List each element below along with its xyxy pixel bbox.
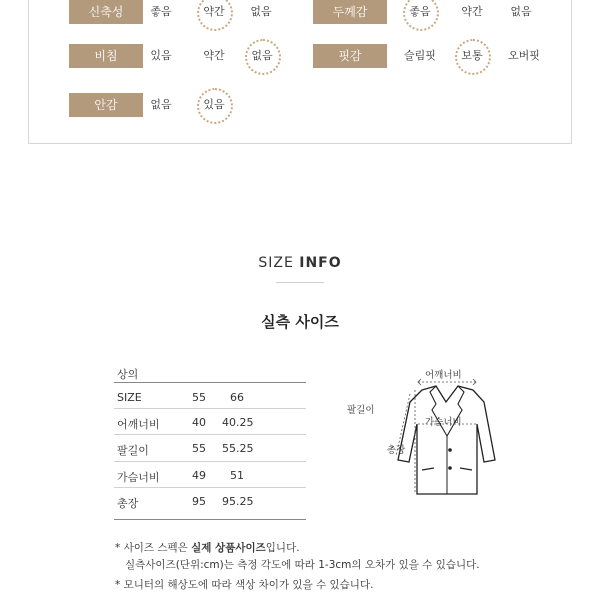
table-header-rule — [114, 408, 306, 409]
jacket-measurement-diagram — [347, 362, 520, 507]
size-info-title-bold: INFO — [299, 255, 342, 271]
table-cell: 49 — [192, 469, 206, 482]
option-fit-over: 오버핏 — [508, 49, 540, 62]
note-line-1-suffix: 입니다. — [265, 542, 300, 554]
option-lining-none: 없음 — [150, 98, 172, 111]
diagram-label-shoulder: 어깨너비 — [425, 370, 462, 381]
jacket-icon — [360, 362, 520, 507]
diagram-label-chest: 가슴너비 — [425, 417, 462, 428]
table-top-rule — [114, 382, 306, 383]
table-cell: 95.25 — [222, 495, 254, 508]
option-thickness-slight: 약간 — [461, 5, 483, 18]
table-row-label: 팔길이 — [117, 444, 149, 457]
table-row-rule — [114, 461, 306, 462]
table-category: 상의 — [117, 368, 139, 381]
table-header-66: 66 — [230, 391, 244, 404]
label-fit: 핏감 — [313, 44, 387, 68]
label-lining: 안감 — [69, 93, 143, 117]
table-row-rule — [114, 434, 306, 435]
label-transparency: 비침 — [69, 44, 143, 68]
table-row-label: 가슴너비 — [117, 471, 160, 484]
table-cell: 55 — [192, 442, 206, 455]
table-cell: 40 — [192, 416, 206, 429]
option-thickness-good-selected: 좋음 — [400, 2, 440, 22]
diagram-label-length: 총장 — [387, 445, 406, 456]
table-row-rule — [114, 487, 306, 488]
option-transparency-slight: 약간 — [203, 49, 225, 62]
option-transparency-yes: 있음 — [150, 49, 172, 62]
note-line-3: * 모니터의 해상도에 따라 색상 차이가 있을 수 있습니다. — [115, 579, 374, 591]
option-fit-regular-selected: 보통 — [452, 46, 492, 66]
label-thickness: 두께감 — [313, 0, 387, 24]
table-cell: 55.25 — [222, 442, 254, 455]
option-lining-yes-selected: 있음 — [194, 95, 234, 115]
size-info-title-normal: SIZE — [258, 255, 294, 271]
table-cell: 40.25 — [222, 416, 254, 429]
table-cell: 95 — [192, 495, 206, 508]
note-line-1-bold: 실제 상품사이즈 — [191, 542, 266, 554]
option-stretch-none: 없음 — [250, 5, 272, 18]
option-fit-slim: 슬림핏 — [404, 49, 436, 62]
size-notes — [115, 540, 480, 594]
note-line-1 — [115, 540, 480, 557]
note-line-2: 실측사이즈(단위:cm)는 측정 각도에 따라 1-3cm의 오차가 있을 수 있습니다. — [125, 559, 480, 571]
table-header-55: 55 — [192, 391, 206, 404]
table-bottom-rule — [114, 519, 306, 520]
table-header-size: SIZE — [117, 391, 142, 404]
table-row-label: 어깨너비 — [117, 418, 160, 431]
size-info-title — [0, 255, 600, 271]
diagram-label-sleeve: 팔길이 — [347, 405, 375, 416]
label-stretch: 신축성 — [69, 0, 143, 24]
note-line-1-prefix: * 사이즈 스펙은 — [115, 542, 192, 554]
option-thickness-none: 없음 — [510, 5, 532, 18]
table-row-label: 총장 — [117, 497, 139, 510]
option-stretch-slight-selected: 약간 — [194, 2, 234, 22]
measured-size-subtitle: 실측 사이즈 — [261, 313, 339, 331]
option-transparency-none-selected: 없음 — [242, 46, 282, 66]
title-divider — [276, 282, 324, 283]
option-stretch-good: 좋음 — [150, 5, 172, 18]
fabric-info-panel — [28, 0, 572, 144]
table-cell: 51 — [230, 469, 244, 482]
